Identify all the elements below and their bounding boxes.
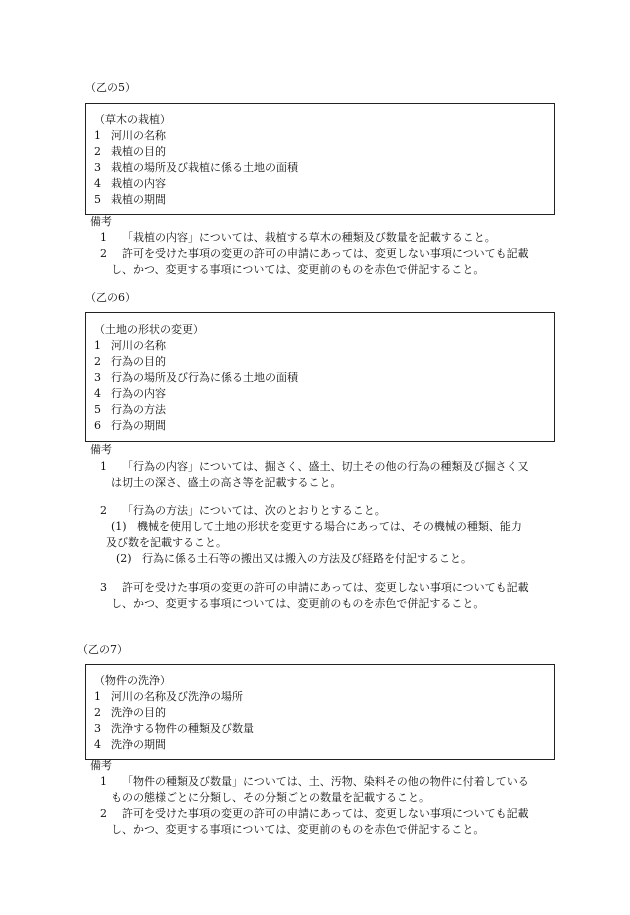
list-item: 5 行為の方法 <box>94 403 166 416</box>
note-item: 1 「行為の内容」については、掘さく、盛土、切土その他の行為の種類及び掘さく又 <box>100 460 529 473</box>
sub-note-item: (2) 行為に係る土石等の搬出又は搬入の方法及び経路を付記すること。 <box>116 552 472 565</box>
form-box-7 <box>85 664 555 760</box>
list-item: 2 行為の目的 <box>94 355 166 368</box>
form-box-6 <box>85 312 555 442</box>
note-item-continuation: ものの態様ごとに分類し、その分類ごとの数量を記載すること。 <box>111 791 430 804</box>
notes-heading: 備考 <box>90 215 112 228</box>
note-item: 3 許可を受けた事項の変更の許可の申請にあっては、変更しない事項についても記載 <box>100 581 529 594</box>
list-item: 4 洗浄の期間 <box>94 738 166 751</box>
list-item: 2 栽植の目的 <box>94 145 166 158</box>
sub-note-item: (1) 機械を使用して土地の形状を変更する場合にあっては、その機械の種類、能力 <box>111 520 522 533</box>
box-title: （土地の形状の変更） <box>94 323 204 336</box>
list-item: 2 洗浄の目的 <box>94 706 166 719</box>
section-label-6: （乙の6） <box>85 291 136 304</box>
list-item: 1 河川の名称 <box>94 129 166 142</box>
list-item: 1 河川の名称及び洗浄の場所 <box>94 690 243 703</box>
list-item: 3 栽植の場所及び栽植に係る土地の面積 <box>94 161 298 174</box>
notes-heading: 備考 <box>90 443 112 456</box>
note-item-continuation: し、かつ、変更する事項については、変更前のものを赤色で併記すること。 <box>111 597 485 610</box>
sub-note-continuation: 及び数を記載すること。 <box>106 536 227 549</box>
list-item: 6 行為の期間 <box>94 419 166 432</box>
notes-heading: 備考 <box>90 759 112 772</box>
list-item: 3 行為の場所及び行為に係る土地の面積 <box>94 371 298 384</box>
note-item: 1 「栽植の内容」については、栽植する草木の種類及び数量を記載すること。 <box>100 231 496 244</box>
form-box-5 <box>85 103 555 215</box>
note-item-continuation: し、かつ、変更する事項については、変更前のものを赤色で併記すること。 <box>111 823 485 836</box>
box-title: （草木の栽植） <box>94 113 171 126</box>
note-item-continuation: し、かつ、変更する事項については、変更前のものを赤色で併記すること。 <box>111 263 485 276</box>
note-item: 2 許可を受けた事項の変更の許可の申請にあっては、変更しない事項についても記載 <box>100 807 529 820</box>
box-title: （物件の洗浄） <box>94 674 171 687</box>
list-item: 3 洗浄する物件の種類及び数量 <box>94 722 254 735</box>
list-item: 4 栽植の内容 <box>94 177 166 190</box>
list-item: 5 栽植の期間 <box>94 193 166 206</box>
note-item: 2 許可を受けた事項の変更の許可の申請にあっては、変更しない事項についても記載 <box>100 247 529 260</box>
list-item: 1 河川の名称 <box>94 339 166 352</box>
section-label-7: （乙の7） <box>77 643 128 656</box>
note-item: 2 「行為の方法」については、次のとおりとすること。 <box>100 504 386 517</box>
note-item-continuation: は切土の深さ、盛土の高さ等を記載すること。 <box>111 476 342 489</box>
section-label-5: （乙の5） <box>85 81 136 94</box>
note-item: 1 「物件の種類及び数量」については、土、汚物、染料その他の物件に付着している <box>100 775 529 788</box>
list-item: 4 行為の内容 <box>94 387 166 400</box>
